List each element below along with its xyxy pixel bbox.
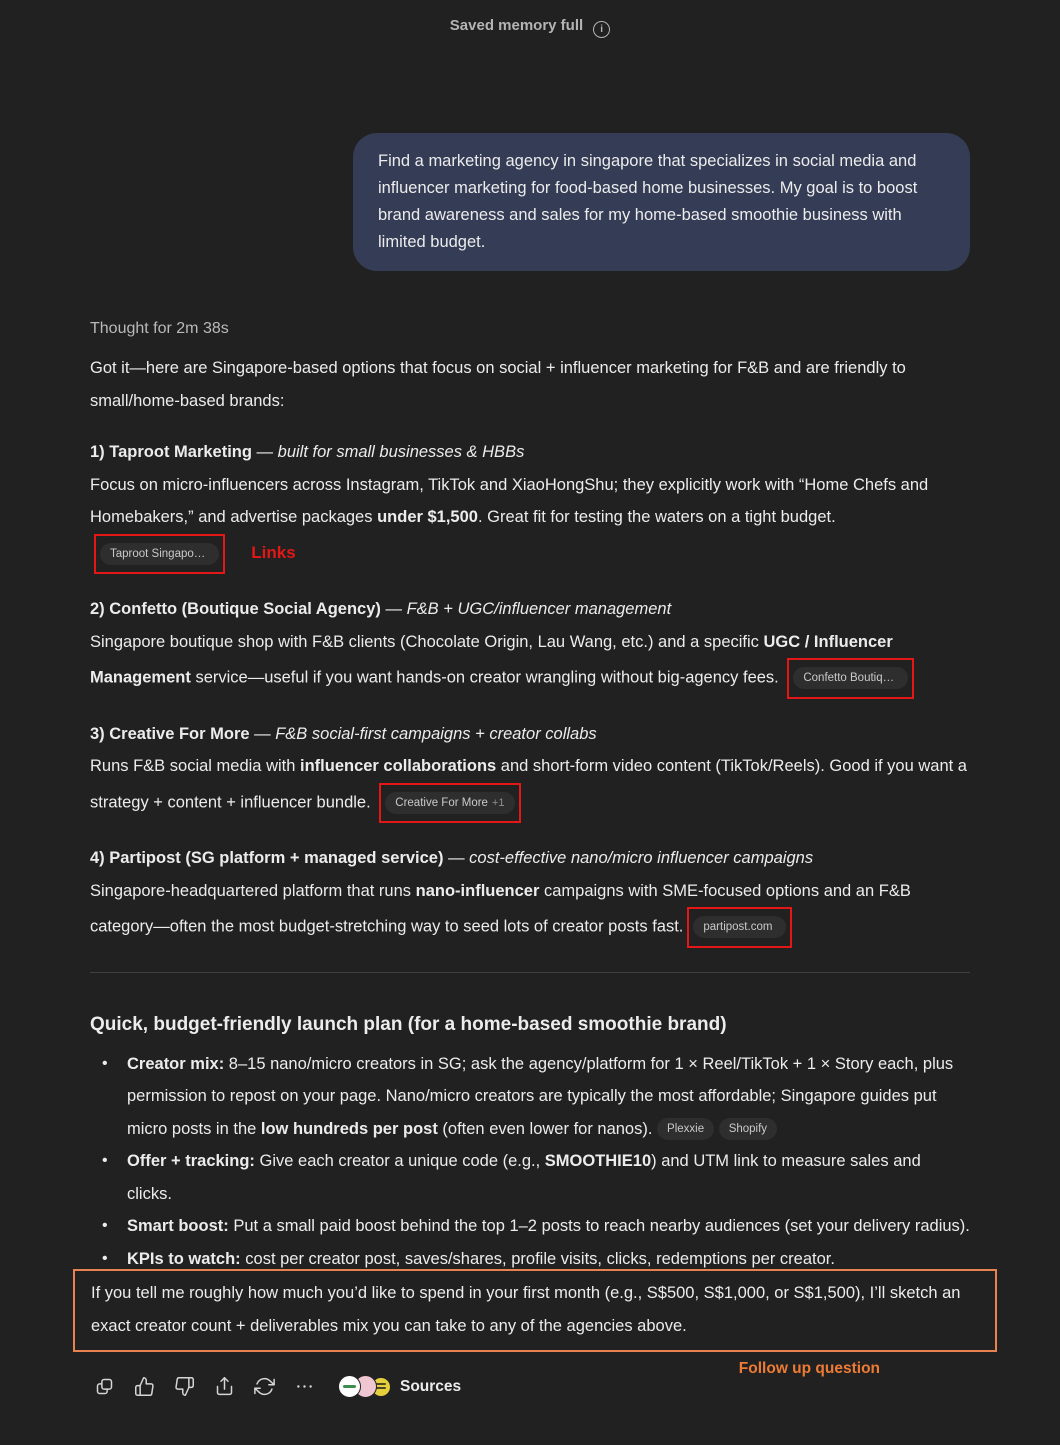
thought-duration-toggle[interactable]: Thought for 2m 38s	[90, 320, 229, 337]
agency-body: Singapore-headquartered platform that runs nano-influencer campaigns with SME-focused options and an F&B category—often the most budget-stretching way to seed lots of creator posts fast. partipost.com	[90, 875, 970, 948]
citation-pill[interactable]: Taproot Singapo…	[100, 543, 219, 565]
annotation-red-box	[379, 783, 520, 824]
citation-pill[interactable]: Plexxie	[657, 1118, 714, 1140]
agency-body: Singapore boutique shop with F&B clients (Chocolate Origin, Lau Wang, etc.) and a specific UGC / Influencer Management service—useful if you want hands-on creator wrangling without big-agency fees. Confetto Boutiq…	[90, 626, 970, 699]
list-item-smart-boost: • Smart boost: Put a small paid boost behind the top 1–2 posts to reach nearby audiences (set your delivery radius).	[90, 1210, 970, 1243]
saved-memory-label: Saved memory full	[449, 17, 584, 34]
regenerate-button[interactable]	[252, 1374, 277, 1399]
annotation-red-box	[787, 658, 914, 699]
plan-heading: Quick, budget-friendly launch plan (for a home-based smoothie brand)	[90, 1013, 727, 1035]
agency-section-taproot	[90, 436, 970, 574]
thumbs-up-button[interactable]	[132, 1374, 157, 1399]
section-divider	[90, 972, 970, 973]
agency-section-partipost	[90, 842, 970, 948]
plan-bullet-list	[90, 1048, 970, 1276]
agency-section-confetto	[90, 593, 970, 699]
saved-memory-banner	[0, 0, 1060, 39]
user-message-row	[90, 133, 970, 271]
info-icon[interactable]: i	[593, 21, 610, 38]
more-button[interactable]	[292, 1374, 317, 1399]
copy-button[interactable]	[92, 1374, 117, 1399]
source-favicon	[338, 1375, 361, 1398]
thumbs-down-button[interactable]	[172, 1374, 197, 1399]
agency-heading: 1) Taproot Marketing — built for small businesses & HBBs	[90, 443, 525, 461]
list-item-offer-tracking: • Offer + tracking: Give each creator a unique code (e.g., SMOOTHIE10) and UTM link to measure sales and clicks.	[90, 1145, 970, 1210]
sources-button[interactable]	[338, 1375, 461, 1398]
agency-body: Runs F&B social media with influencer collaborations and short-form video content (TikTok/Reels). Good if you want a strategy + content + influencer bundle. Creative For More +1	[90, 750, 970, 823]
followup-annotation-label: Follow up question	[738, 1360, 880, 1377]
citation-pill[interactable]: partipost.com	[693, 916, 786, 938]
share-button[interactable]	[212, 1374, 237, 1399]
citation-pill[interactable]: Confetto Boutiq…	[793, 667, 908, 689]
response-footer	[90, 1358, 970, 1418]
user-message-text: Find a marketing agency in singapore that specializes in social media and influencer marketing for food-based home businesses. My goal is to boost brand awareness and sales for my home-based smoothie business with limited budget.	[378, 152, 918, 251]
annotation-red-box	[94, 534, 225, 575]
annotation-red-box	[687, 907, 792, 948]
agency-body: Focus on micro-influencers across Instagram, TikTok and XiaoHongShu; they explicitly work with “Home Chefs and Homebakers,” and advertise packages under $1,500. Great fit for testing the waters on a tight budget. Taproot Singapo… Links	[90, 469, 970, 575]
thumbs-up-icon	[134, 1376, 155, 1397]
assistant-intro-text: Got it—here are Singapore-based options that focus on social + influencer marketing for F&B and are friendly to small/home-based brands:	[90, 359, 911, 410]
closing-paragraph: If you tell me roughly how much you’d like to spend in your first month (e.g., S$500, S$1,000, or S$1,500), I’ll sketch an exact creator count + deliverables mix you can take to any of the agencies above.	[91, 1284, 961, 1335]
agency-heading: 3) Creative For More — F&B social-first campaigns + creator collabs	[90, 724, 597, 743]
citation-pill[interactable]: Creative For More +1	[385, 792, 514, 814]
sources-label: Sources	[400, 1377, 462, 1395]
user-message-bubble	[353, 133, 970, 271]
share-icon	[214, 1376, 235, 1397]
agency-heading: 2) Confetto (Boutique Social Agency) — F&B + UGC/influencer management	[90, 600, 672, 618]
agency-section-creative-for-more	[90, 718, 970, 824]
agency-heading: 4) Partipost (SG platform + managed service) — cost-effective nano/micro influencer campaigns	[90, 849, 814, 867]
list-item-kpis: • KPIs to watch: cost per creator post, saves/shares, profile visits, clicks, redemptions per creator.	[90, 1243, 970, 1276]
list-item-creator-mix: • Creator mix: 8–15 nano/micro creators in SG; ask the agency/platform for 1 × Reel/TikTok + 1 × Story each, plus permission to repost on your page. Nano/micro creators are typically the most affordable; Singapore guides put micro posts in the low hundreds per post (often even lower for nanos). Plexxie Shopify	[90, 1048, 970, 1146]
more-icon	[294, 1376, 315, 1397]
annotation-orange-box	[73, 1269, 997, 1352]
citation-pill[interactable]: Shopify	[719, 1118, 777, 1140]
assistant-intro	[90, 352, 970, 417]
regenerate-icon	[254, 1376, 275, 1397]
copy-icon	[94, 1376, 115, 1397]
message-toolbar	[92, 1374, 461, 1399]
thumbs-down-icon	[174, 1376, 195, 1397]
links-annotation-label: Links	[251, 543, 296, 563]
